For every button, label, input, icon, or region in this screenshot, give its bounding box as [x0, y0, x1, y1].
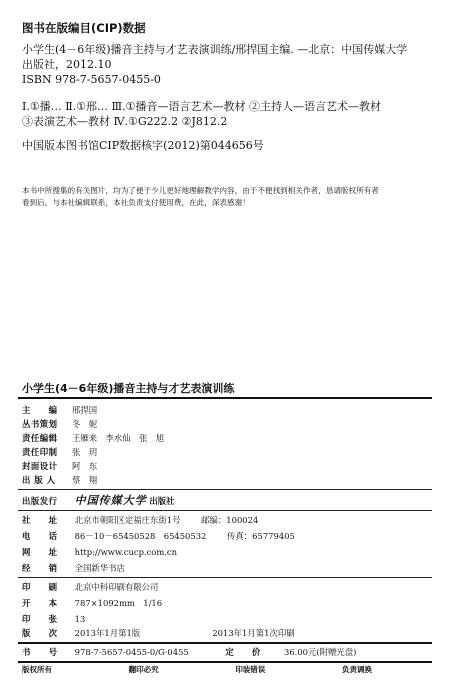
edition-label: 版 次	[22, 628, 58, 638]
distributor-label: 经 销	[22, 563, 58, 573]
credit-value: 阿 东	[72, 461, 98, 471]
web-label: 网 址	[22, 547, 58, 557]
address-row	[22, 514, 432, 527]
sheets-value: 13	[74, 614, 86, 624]
distributor-row	[22, 562, 432, 575]
divider	[18, 642, 432, 644]
credit-row	[22, 446, 432, 459]
credit-label: 责任编辑	[22, 433, 58, 443]
credit-label: 责任印制	[22, 447, 58, 457]
printing-value: 2013年1月第1次印刷	[212, 628, 295, 638]
printer-row	[22, 581, 432, 594]
edition-row	[22, 627, 432, 640]
footer-item: 版权所有	[22, 665, 52, 674]
price-label: 定 价	[225, 647, 261, 657]
credit-label: 封面设计	[22, 461, 58, 471]
credit-value: 邢捍国	[72, 405, 98, 415]
footer	[22, 664, 432, 675]
copyright-notice	[22, 185, 430, 209]
credit-row	[22, 418, 432, 431]
divider	[18, 510, 432, 511]
phone-row	[22, 530, 432, 543]
address-label: 社 址	[22, 515, 58, 525]
publisher-label: 出版发行	[22, 496, 58, 506]
edition-value: 2013年1月第1版	[74, 628, 141, 638]
postcode-value: 邮编：100024	[201, 515, 259, 525]
credit-row	[22, 460, 432, 473]
publisher-row	[22, 494, 432, 507]
credit-label: 主 编	[22, 405, 58, 415]
cip-number	[22, 138, 430, 153]
format-row	[22, 597, 432, 610]
publisher-suffix: 出版社	[149, 496, 175, 506]
sheets-row	[22, 613, 432, 626]
cip-record	[22, 42, 430, 87]
credit-label: 丛书策划	[22, 419, 58, 429]
credit-value: 冬 妮	[72, 419, 98, 429]
credit-value: 王雁来 李水仙 张 旭	[72, 433, 165, 443]
phone-label: 电 话	[22, 531, 58, 541]
web-row	[22, 546, 432, 559]
credit-value: 蔡 翔	[72, 475, 98, 485]
credit-row	[22, 404, 432, 417]
credit-value: 张 玥	[72, 447, 98, 457]
credit-row	[22, 432, 432, 445]
divider	[18, 661, 432, 663]
format-value: 787×1092mm 1/16	[74, 598, 163, 608]
credit-label: 出 版 人	[22, 475, 56, 485]
isbn-value: 978-7-5657-0455-0/G·0455	[74, 647, 189, 657]
isbn-row	[22, 646, 432, 659]
cip-title: 图书在版编目(CIP)数据	[22, 21, 146, 35]
cip-subject-2: ③表演艺术—教材 Ⅳ.①G222.2 ②J812.2	[22, 115, 228, 128]
footer-item: 翻印必究	[128, 665, 159, 674]
price-value: 36.00元(附赠光盘)	[284, 647, 357, 657]
cip-line-2: 出版社，2012.10	[22, 58, 112, 71]
cip-subjects	[22, 99, 430, 129]
notice-line-2: 看到后，与本社编辑联系，本社负责支付使用费，在此，深表感谢！	[22, 198, 250, 207]
divider	[18, 397, 432, 399]
isbn-label: 书 号	[22, 647, 58, 657]
cip-line-1: 小学生(4－6年级)播音主持与才艺表演训练/邢捍国主编. —北京：中国传媒大学	[22, 43, 408, 56]
footer-item: 印装错误	[235, 665, 266, 674]
address-value: 北京市朝阳区定福庄东街1号	[74, 515, 181, 525]
distributor-value: 全国新华书店	[74, 563, 125, 573]
notice-line-1: 本书中所搜集的有关图片，均为了便于少儿更好地理解教学内容，由于不便找到相关作者，恳请版权所有者	[22, 186, 379, 195]
phone-value: 86－10－65450528 65450532	[74, 531, 207, 541]
credit-row	[22, 474, 432, 487]
publisher-logo: 中国传媒大学	[74, 494, 147, 507]
divider	[18, 577, 432, 578]
cip-subject-1: Ⅰ.①播… Ⅱ.①邢… Ⅲ.①播音—语言艺术—教材 ②主持人—语言艺术—教材	[22, 100, 381, 113]
cip-number-text: 中国版本图书馆CIP数据核字(2012)第044656号	[22, 139, 264, 152]
cip-isbn: ISBN 978-7-5657-0455-0	[22, 73, 161, 86]
printer-value: 北京中科印刷有限公司	[74, 582, 159, 592]
fax-value: 传真：65779405	[227, 531, 295, 541]
book-title: 小学生(4－6年级)播音主持与才艺表演训练	[22, 382, 235, 395]
divider	[18, 489, 432, 490]
sheets-label: 印 张	[22, 614, 58, 624]
format-label: 开 本	[22, 598, 58, 608]
web-value: http://www.cucp.com.cn	[74, 547, 178, 557]
printer-label: 印 刷	[22, 582, 58, 592]
footer-item: 负责调换	[341, 665, 372, 674]
